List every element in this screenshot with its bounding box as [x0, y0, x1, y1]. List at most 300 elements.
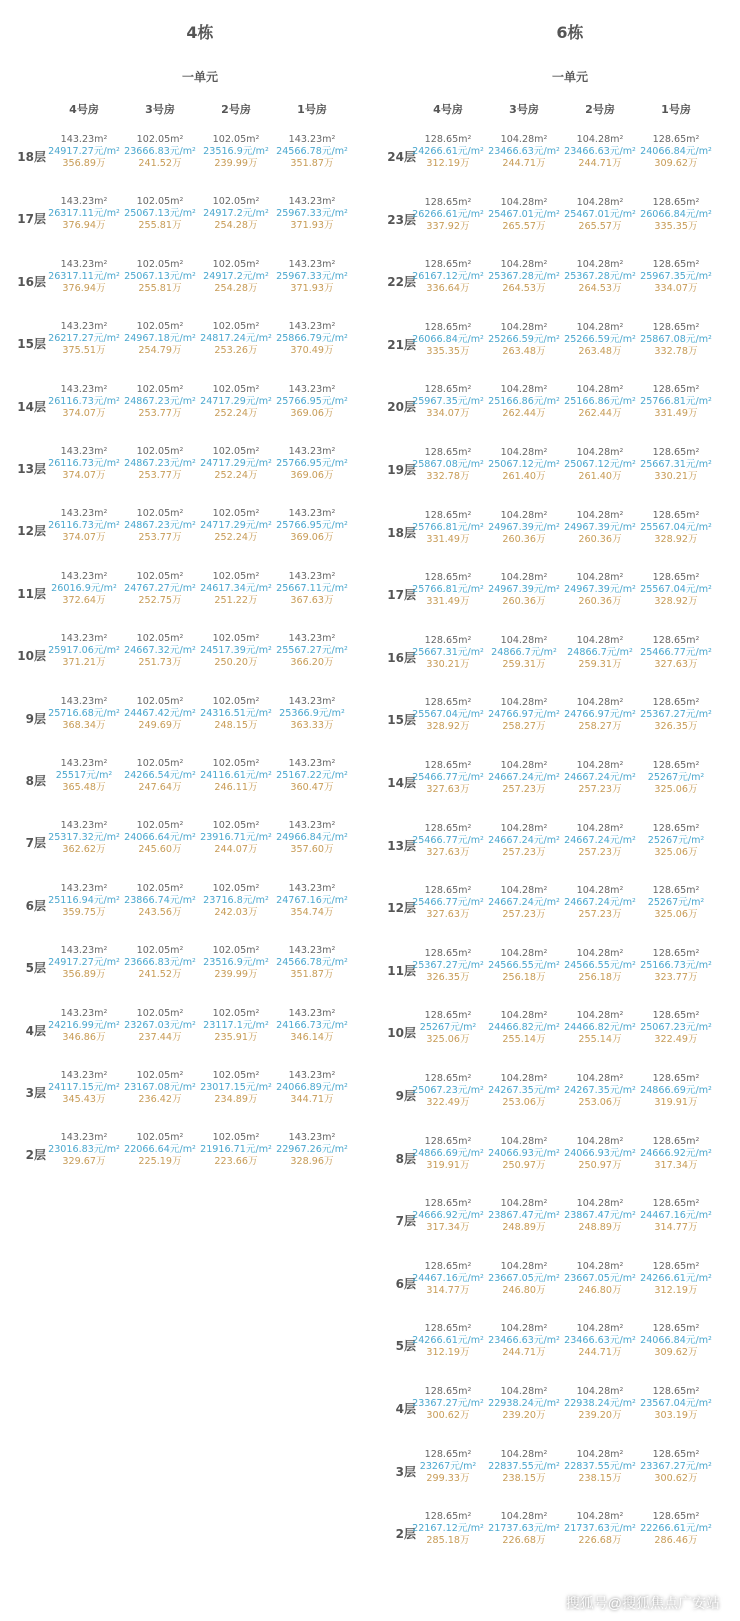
unit-area: 104.28m² — [576, 509, 624, 521]
unit-area: 128.65m² — [424, 259, 472, 271]
unit-total: 257.23万 — [578, 784, 622, 795]
unit-price: 24667.24元/m² — [564, 897, 636, 909]
unit-total: 263.48万 — [578, 345, 622, 357]
floor-row — [0, 196, 370, 256]
unit-total: 256.18万 — [502, 971, 546, 983]
unit-area: 102.05m² — [212, 758, 260, 769]
unit-cell — [410, 823, 486, 859]
unit-cell — [562, 384, 638, 420]
room-header: 4号房 — [69, 103, 99, 116]
floor-row — [0, 508, 370, 568]
unit-price: 23466.63元/m² — [564, 146, 636, 157]
room-header: 3号房 — [509, 103, 539, 116]
unit-total: 362.62万 — [62, 844, 106, 856]
unit-cell — [274, 1070, 350, 1106]
unit-total: 314.77万 — [426, 1284, 470, 1296]
unit-total: 226.68万 — [502, 1535, 546, 1547]
unit-total: 356.89万 — [62, 158, 106, 169]
unit-cell — [562, 635, 638, 671]
unit-total: 256.18万 — [578, 971, 622, 983]
unit-price: 26016.9元/m² — [51, 582, 117, 594]
unit-cell — [562, 1073, 638, 1109]
floor-label: 7层 — [395, 1214, 416, 1229]
unit-price: 25166.73元/m² — [640, 959, 712, 971]
unit-cell — [274, 446, 350, 482]
unit-area: 128.65m² — [652, 1448, 700, 1460]
unit-total: 325.06万 — [426, 1034, 470, 1046]
floor-row — [370, 1073, 740, 1133]
unit-total: 286.46万 — [654, 1535, 698, 1547]
unit-price: 25267元/m² — [647, 772, 705, 783]
unit-area: 128.65m² — [652, 1260, 700, 1272]
unit-price: 24267.35元/m² — [488, 1085, 560, 1096]
unit-cell — [274, 508, 350, 544]
unit-cell — [486, 885, 562, 921]
unit-price: 24967.39元/m² — [488, 584, 560, 596]
unit-cell — [486, 1010, 562, 1046]
unit-area: 143.23m² — [288, 633, 336, 645]
unit-price: 25716.68元/m² — [48, 707, 120, 719]
unit-price: 25766.81元/m² — [412, 521, 484, 533]
floor-label: 7层 — [25, 836, 46, 851]
floor-label: 11层 — [387, 963, 416, 978]
unit-price: 24066.84元/m² — [640, 146, 712, 157]
unit-area: 104.28m² — [500, 447, 548, 458]
unit-cell — [198, 321, 274, 357]
unit-area: 102.05m² — [136, 446, 184, 457]
unit-total: 312.19万 — [426, 158, 470, 169]
unit-total: 328.92万 — [654, 596, 698, 608]
unit-area: 128.65m² — [652, 1511, 700, 1523]
unit-cell — [562, 197, 638, 233]
floor-label: 2层 — [25, 1148, 46, 1163]
unit-total: 244.71万 — [578, 158, 622, 169]
unit-total: 239.99万 — [214, 969, 258, 981]
unit-total: 223.66万 — [214, 1156, 258, 1168]
unit-total: 329.67万 — [62, 1156, 106, 1168]
unit-price: 22837.55元/m² — [564, 1460, 636, 1472]
unit-area: 104.28m² — [576, 1323, 624, 1335]
unit-area: 104.28m² — [500, 196, 548, 208]
unit-total: 331.49万 — [426, 596, 470, 608]
unit-area: 104.28m² — [500, 1198, 548, 1210]
floor-row — [0, 945, 370, 1005]
unit-cell — [122, 134, 198, 170]
unit-cell — [46, 883, 122, 919]
unit-price: 24467.42元/m² — [124, 707, 196, 719]
floor-label: 9层 — [25, 711, 46, 726]
unit-cell — [562, 885, 638, 921]
unit-total: 243.56万 — [138, 906, 182, 918]
unit-cell — [122, 1070, 198, 1106]
unit-total: 369.06万 — [290, 470, 334, 481]
unit-cell — [410, 447, 486, 483]
unit-cell — [562, 1261, 638, 1297]
unit-total: 237.44万 — [138, 1031, 182, 1043]
unit-price: 24267.35元/m² — [564, 1085, 636, 1096]
unit-cell — [638, 259, 714, 295]
unit-total: 259.31万 — [578, 658, 622, 670]
unit-cell — [122, 571, 198, 607]
floor-label: 3层 — [395, 1464, 416, 1479]
unit-area: 128.65m² — [424, 134, 472, 145]
unit-price: 25067.23元/m² — [412, 1085, 484, 1096]
unit-price: 25366.9元/m² — [279, 707, 345, 719]
unit-area: 143.23m² — [288, 945, 336, 957]
unit-price: 24917.2元/m² — [203, 208, 269, 220]
floor-row — [370, 134, 740, 194]
unit-price: 24066.93元/m² — [564, 1147, 636, 1159]
unit-area: 128.65m² — [424, 196, 472, 208]
floor-row — [370, 447, 740, 507]
unit-cell — [486, 1136, 562, 1172]
unit-cell — [638, 510, 714, 546]
unit-price: 24966.84元/m² — [276, 832, 348, 844]
unit-price: 25466.77元/m² — [412, 897, 484, 909]
unit-cell — [638, 1511, 714, 1547]
unit-cell — [562, 510, 638, 546]
unit-price: 25266.59元/m² — [564, 333, 636, 345]
floor-row — [370, 635, 740, 695]
unit-price: 25867.08元/m² — [640, 333, 712, 345]
unit-cell — [274, 1008, 350, 1044]
unit-price: 23667.05元/m² — [488, 1272, 560, 1284]
unit-area: 104.28m² — [500, 1010, 548, 1022]
unit-total: 330.21万 — [654, 471, 698, 482]
unit-area: 104.28m² — [576, 947, 624, 959]
unit-total: 327.63万 — [426, 784, 470, 795]
unit-cell — [410, 1449, 486, 1485]
unit-area: 143.23m² — [60, 820, 108, 832]
unit-cell — [562, 1010, 638, 1046]
unit-cell — [410, 885, 486, 921]
unit-cell — [410, 572, 486, 608]
unit-area: 104.28m² — [576, 1511, 624, 1523]
unit-cell — [122, 883, 198, 919]
unit-cell — [410, 697, 486, 733]
unit-price: 21916.71元/m² — [200, 1144, 272, 1156]
unit-area: 104.28m² — [576, 1010, 624, 1022]
unit-total: 258.27万 — [502, 721, 546, 733]
unit-area: 104.28m² — [576, 822, 624, 834]
unit-area: 143.23m² — [288, 508, 336, 520]
unit-price: 24767.16元/m² — [276, 894, 348, 906]
unit-total: 254.28万 — [214, 220, 258, 232]
floor-label: 17层 — [387, 588, 416, 603]
room-header-row — [370, 101, 740, 117]
unit-cell — [198, 945, 274, 981]
unit-price: 25116.94元/m² — [48, 894, 120, 906]
unit-price: 25567.04元/m² — [412, 709, 484, 721]
unit-cell — [638, 948, 714, 984]
unit-price: 23516.9元/m² — [203, 146, 269, 157]
unit-area: 128.65m² — [424, 1260, 472, 1272]
unit-price: 25866.79元/m² — [276, 333, 348, 345]
floor-label: 2层 — [395, 1527, 416, 1542]
unit-cell — [486, 259, 562, 295]
unit-cell — [122, 1132, 198, 1168]
unit-cell — [122, 945, 198, 981]
unit-area: 104.28m² — [500, 321, 548, 333]
unit-cell — [274, 384, 350, 420]
unit-price: 22167.12元/m² — [412, 1523, 484, 1535]
unit-cell — [486, 197, 562, 233]
unit-total: 344.71万 — [290, 1094, 334, 1105]
floor-row — [0, 820, 370, 880]
unit-total: 375.51万 — [62, 345, 106, 357]
unit-cell — [410, 1010, 486, 1046]
floor-label: 9层 — [395, 1089, 416, 1103]
unit-cell — [274, 1132, 350, 1168]
unit-total: 359.75万 — [62, 906, 106, 918]
floor-label: 6层 — [395, 1276, 416, 1291]
unit-price: 24266.61元/m² — [412, 146, 484, 157]
unit-cell — [46, 508, 122, 544]
unit-cell — [198, 571, 274, 607]
unit-price: 26116.73元/m² — [48, 395, 120, 407]
unit-price: 24867.23元/m² — [124, 520, 196, 532]
unit-area: 143.23m² — [60, 383, 108, 395]
unit-area: 143.23m² — [60, 508, 108, 520]
unit-area: 143.23m² — [60, 134, 108, 145]
floor-row — [370, 1386, 740, 1446]
floor-row — [0, 446, 370, 506]
unit-price: 22938.24元/m² — [488, 1398, 560, 1409]
unit-cell — [274, 321, 350, 357]
unit-total: 257.23万 — [502, 784, 546, 795]
unit-area: 102.05m² — [212, 1132, 260, 1144]
unit-area: 102.05m² — [212, 882, 260, 894]
unit-cell — [562, 1136, 638, 1172]
unit-total: 257.23万 — [578, 846, 622, 858]
unit-area: 128.65m² — [424, 697, 472, 709]
unit-cell — [410, 635, 486, 671]
unit-total: 376.94万 — [62, 282, 106, 294]
unit-total: 250.20万 — [214, 657, 258, 669]
unit-cell — [562, 823, 638, 859]
unit-cell — [46, 696, 122, 732]
floor-label: 19层 — [387, 463, 416, 477]
unit-area: 104.28m² — [500, 1511, 548, 1523]
unit-cell — [46, 758, 122, 794]
unit-total: 366.20万 — [290, 657, 334, 669]
unit-total: 242.03万 — [214, 906, 258, 918]
unit-price: 24066.84元/m² — [640, 1335, 712, 1347]
unit-area: 102.05m² — [212, 633, 260, 645]
unit-total: 252.24万 — [214, 532, 258, 544]
unit-area: 104.28m² — [500, 1323, 548, 1335]
unit-cell — [410, 1261, 486, 1297]
unit-total: 285.18万 — [426, 1535, 470, 1547]
floor-label: 13层 — [17, 462, 46, 476]
unit-price: 26317.11元/m² — [48, 208, 120, 220]
floor-label: 6层 — [25, 898, 46, 913]
unit-price: 24817.24元/m² — [200, 333, 272, 345]
unit-price: 25766.95元/m² — [276, 395, 348, 407]
unit-area: 104.28m² — [500, 1386, 548, 1397]
unit-cell — [198, 259, 274, 295]
unit-area: 143.23m² — [60, 446, 108, 457]
unit-area: 102.05m² — [212, 945, 260, 957]
floor-row — [370, 259, 740, 319]
unit-total: 328.96万 — [290, 1156, 334, 1168]
unit-price: 22938.24元/m² — [564, 1398, 636, 1409]
unit-cell — [562, 572, 638, 608]
unit-cell — [562, 259, 638, 295]
unit-total: 303.19万 — [654, 1410, 698, 1421]
floor-row — [370, 1511, 740, 1571]
unit-cell — [638, 322, 714, 358]
floor-row — [0, 1008, 370, 1068]
unit-cell — [638, 1073, 714, 1109]
unit-price: 22066.64元/m² — [124, 1144, 196, 1156]
unit-price: 24466.82元/m² — [488, 1022, 560, 1034]
unit-title: 一单元 — [551, 70, 588, 84]
unit-area: 104.28m² — [500, 822, 548, 834]
unit-area: 128.65m² — [424, 572, 472, 584]
unit-price: 24566.55元/m² — [488, 959, 560, 971]
unit-total: 247.64万 — [138, 782, 182, 793]
room-header: 1号房 — [661, 103, 691, 116]
unit-area: 102.05m² — [212, 508, 260, 520]
unit-cell — [122, 384, 198, 420]
building-title: 6栋 — [556, 23, 584, 42]
unit-total: 325.06万 — [654, 846, 698, 858]
unit-area: 104.28m² — [500, 134, 548, 145]
unit-area: 104.28m² — [576, 1448, 624, 1460]
floor-label: 14层 — [17, 399, 46, 414]
unit-cell — [638, 134, 714, 170]
unit-area: 143.23m² — [288, 695, 336, 707]
unit-cell — [46, 820, 122, 856]
unit-total: 260.36万 — [502, 533, 546, 545]
unit-total: 255.81万 — [138, 220, 182, 232]
unit-area: 128.65m² — [652, 572, 700, 584]
unit-price: 23267元/m² — [419, 1460, 477, 1472]
floor-label: 15层 — [17, 337, 46, 352]
unit-cell — [46, 321, 122, 357]
unit-price: 26066.84元/m² — [640, 208, 712, 220]
unit-total: 239.20万 — [578, 1410, 622, 1421]
floor-row — [370, 197, 740, 257]
unit-cell — [638, 823, 714, 859]
unit-area: 102.05m² — [212, 383, 260, 395]
unit-total: 319.91万 — [426, 1159, 470, 1171]
unit-cell — [562, 322, 638, 358]
unit-price: 25466.77元/m² — [412, 772, 484, 783]
unit-cell — [638, 635, 714, 671]
unit-cell — [198, 1008, 274, 1044]
unit-price: 24266.61元/m² — [412, 1335, 484, 1347]
floor-label: 10层 — [17, 649, 46, 664]
unit-area: 104.28m² — [576, 134, 624, 145]
unit-price: 25766.81元/m² — [412, 584, 484, 596]
unit-price: 25067.23元/m² — [640, 1022, 712, 1034]
unit-cell — [638, 572, 714, 608]
unit-price: 23466.63元/m² — [488, 146, 560, 157]
unit-area: 104.28m² — [500, 760, 548, 771]
unit-cell — [274, 196, 350, 232]
unit-total: 253.06万 — [502, 1097, 546, 1108]
unit-cell — [46, 1132, 122, 1168]
unit-area: 104.28m² — [576, 697, 624, 709]
unit-cell — [46, 134, 122, 170]
floor-row — [370, 948, 740, 1008]
unit-price: 24116.61元/m² — [200, 770, 272, 781]
unit-area: 104.28m² — [500, 1073, 548, 1084]
floor-label: 8层 — [25, 774, 46, 788]
unit-cell — [46, 384, 122, 420]
unit-total: 251.73万 — [138, 657, 182, 669]
floor-label: 23层 — [387, 212, 416, 227]
unit-cell — [198, 883, 274, 919]
unit-cell — [410, 760, 486, 796]
unit-price: 23916.71元/m² — [200, 832, 272, 844]
unit-total: 241.52万 — [138, 158, 182, 169]
unit-cell — [486, 447, 562, 483]
unit-total: 244.07万 — [214, 844, 258, 856]
floor-row — [370, 572, 740, 632]
unit-area: 102.05m² — [136, 134, 184, 145]
unit-total: 370.49万 — [290, 345, 334, 357]
unit-area: 102.05m² — [136, 570, 184, 582]
unit-area: 102.05m² — [136, 258, 184, 270]
unit-total: 257.23万 — [502, 909, 546, 921]
unit-area: 128.65m² — [652, 1135, 700, 1147]
unit-cell — [122, 446, 198, 482]
unit-cell — [122, 508, 198, 544]
unit-cell — [638, 1010, 714, 1046]
unit-area: 104.28m² — [576, 1386, 624, 1397]
unit-area: 102.05m² — [212, 570, 260, 582]
floor-label: 10层 — [387, 1026, 416, 1041]
unit-price: 24517.39元/m² — [200, 645, 272, 657]
unit-total: 238.15万 — [578, 1472, 622, 1484]
unit-cell — [486, 1323, 562, 1359]
unit-price: 25766.95元/m² — [276, 520, 348, 532]
unit-area: 102.05m² — [136, 633, 184, 645]
unit-total: 346.14万 — [290, 1031, 334, 1043]
unit-cell — [562, 760, 638, 796]
unit-area: 104.28m² — [500, 572, 548, 584]
unit-total: 356.89万 — [62, 969, 106, 981]
unit-price: 26217.27元/m² — [48, 333, 120, 345]
unit-total: 334.07万 — [426, 408, 470, 420]
unit-area: 102.05m² — [212, 446, 260, 457]
unit-total: 369.06万 — [290, 407, 334, 419]
floor-label: 22层 — [387, 275, 416, 290]
unit-price: 25466.77元/m² — [412, 834, 484, 846]
unit-area: 143.23m² — [288, 446, 336, 457]
unit-total: 346.86万 — [62, 1031, 106, 1043]
unit-area: 128.65m² — [652, 321, 700, 333]
unit-cell — [410, 259, 486, 295]
unit-total: 327.63万 — [426, 846, 470, 858]
unit-total: 300.62万 — [426, 1410, 470, 1421]
unit-total: 323.77万 — [654, 971, 698, 983]
unit-price: 25917.06元/m² — [48, 645, 120, 657]
unit-total: 253.26万 — [214, 345, 258, 357]
unit-total: 260.36万 — [578, 596, 622, 608]
unit-cell — [486, 948, 562, 984]
unit-total: 253.06万 — [578, 1097, 622, 1108]
unit-price: 26116.73元/m² — [48, 458, 120, 469]
unit-price: 24917.2元/m² — [203, 270, 269, 282]
room-header: 3号房 — [145, 103, 175, 116]
floor-label: 16层 — [17, 274, 46, 289]
unit-cell — [46, 1008, 122, 1044]
unit-price: 24166.73元/m² — [276, 1019, 348, 1031]
